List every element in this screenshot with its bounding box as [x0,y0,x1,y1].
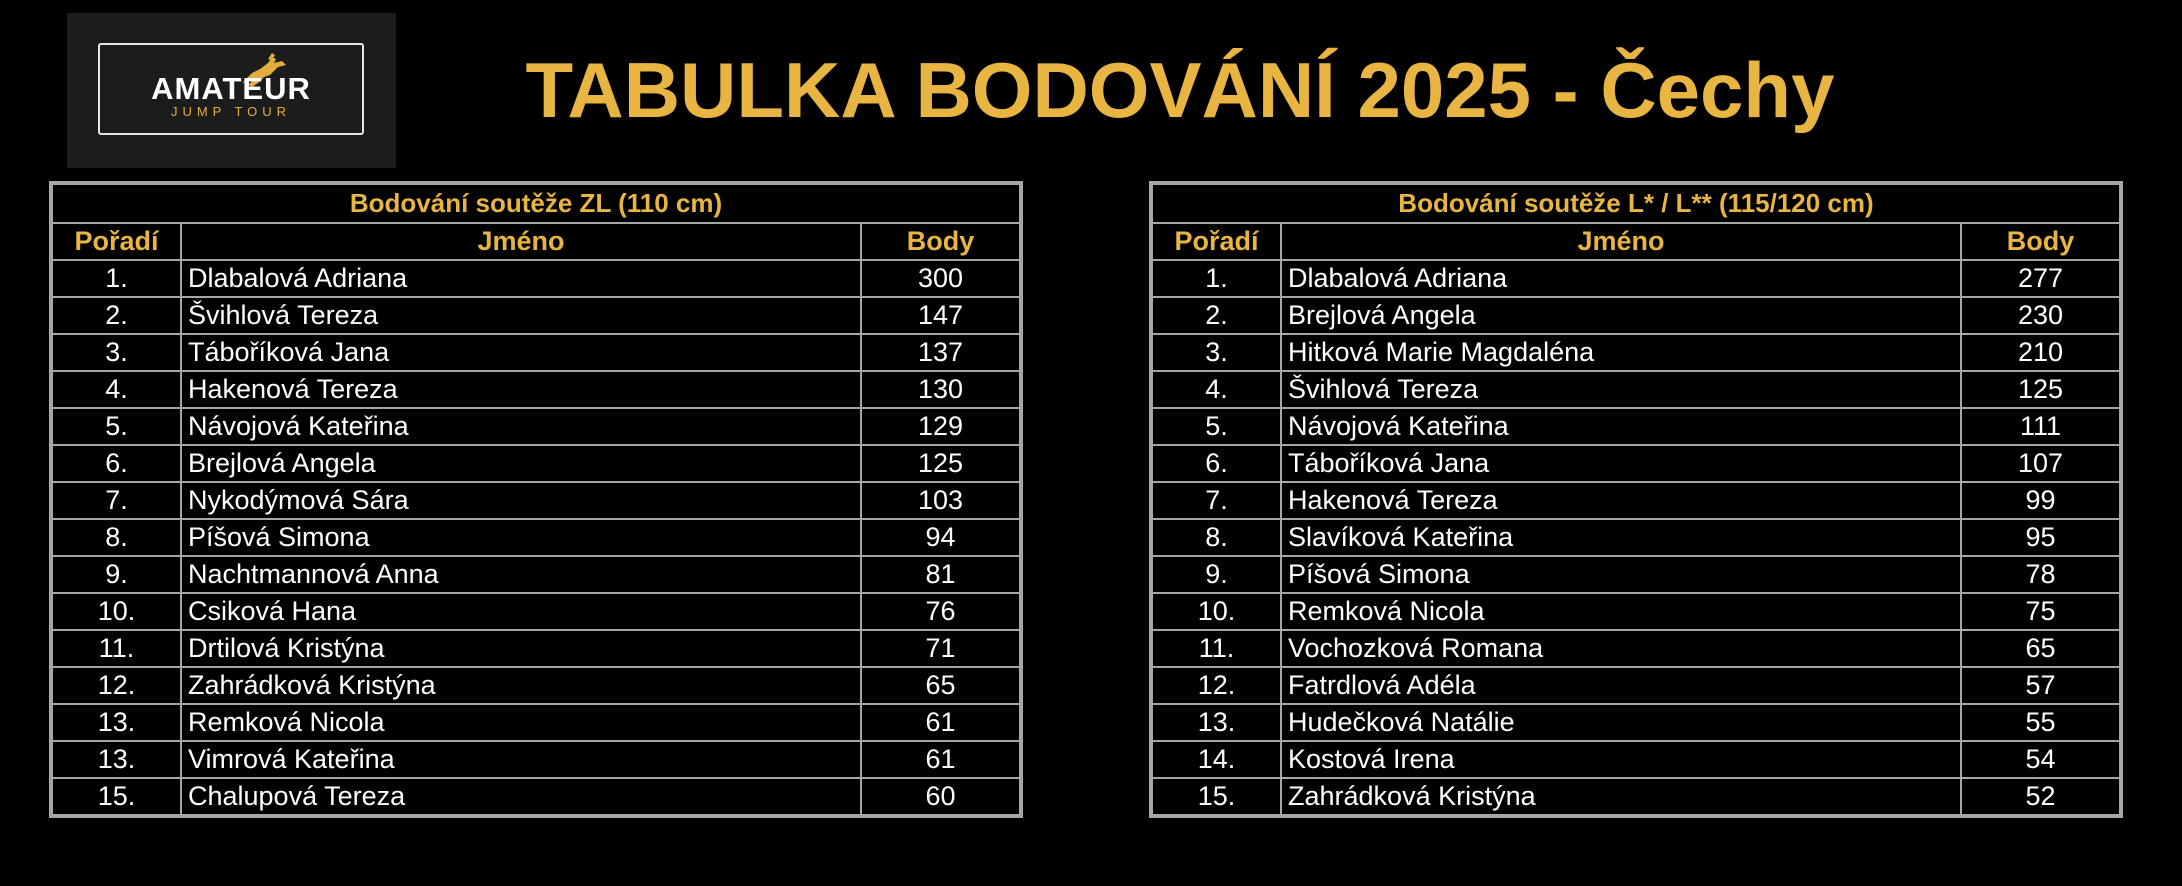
points-cell: 78 [1961,556,2121,593]
table-title: Bodování soutěže L* / L** (115/120 cm) [1151,183,2121,223]
rank-cell: 5. [1151,408,1281,445]
points-cell: 107 [1961,445,2121,482]
rank-cell: 1. [51,260,181,297]
name-cell: Dlabalová Adriana [181,260,861,297]
column-header-name: Jméno [181,223,861,260]
table-row [1151,297,2121,334]
table-row [1151,556,2121,593]
points-cell: 54 [1961,741,2121,778]
points-cell: 52 [1961,778,2121,816]
rank-cell: 10. [1151,593,1281,630]
table-row [51,630,1021,667]
points-cell: 137 [861,334,1021,371]
points-cell: 147 [861,297,1021,334]
rank-cell: 4. [51,371,181,408]
table-body [51,260,1021,816]
name-cell: Fatrdlová Adéla [1281,667,1961,704]
column-header-rank: Pořadí [51,223,181,260]
table-row [1151,667,2121,704]
name-cell: Píšová Simona [181,519,861,556]
rank-cell: 9. [51,556,181,593]
standings-table-l [1149,181,2123,818]
points-cell: 125 [861,445,1021,482]
name-cell: Zahrádková Kristýna [181,667,861,704]
points-cell: 99 [1961,482,2121,519]
table-row [1151,408,2121,445]
rank-cell: 9. [1151,556,1281,593]
name-cell: Návojová Kateřina [1281,408,1961,445]
points-cell: 130 [861,371,1021,408]
name-cell: Slavíková Kateřina [1281,519,1961,556]
name-cell: Táboříková Jana [181,334,861,371]
name-cell: Nachtmannová Anna [181,556,861,593]
rank-cell: 1. [1151,260,1281,297]
points-cell: 230 [1961,297,2121,334]
table-body [1151,260,2121,816]
page-title: TABULKA BODOVÁNÍ 2025 - Čechy [525,46,1835,134]
name-cell: Chalupová Tereza [181,778,861,816]
rank-cell: 13. [51,704,181,741]
points-cell: 55 [1961,704,2121,741]
name-cell: Hitková Marie Magdaléna [1281,334,1961,371]
rank-cell: 3. [1151,334,1281,371]
rank-cell: 13. [51,741,181,778]
rank-cell: 3. [51,334,181,371]
logo [67,13,396,168]
table-row [1151,593,2121,630]
rank-cell: 4. [1151,371,1281,408]
points-cell: 300 [861,260,1021,297]
points-cell: 57 [1961,667,2121,704]
rank-cell: 15. [1151,778,1281,816]
name-cell: Hakenová Tereza [181,371,861,408]
column-header-points: Body [1961,223,2121,260]
points-cell: 60 [861,778,1021,816]
points-cell: 81 [861,556,1021,593]
name-cell: Remková Nicola [1281,593,1961,630]
rank-cell: 6. [51,445,181,482]
points-cell: 75 [1961,593,2121,630]
rank-cell: 10. [51,593,181,630]
table-row [1151,482,2121,519]
column-header-rank: Pořadí [1151,223,1281,260]
points-cell: 111 [1961,408,2121,445]
standings-table-zl [49,181,1023,818]
name-cell: Švihlová Tereza [1281,371,1961,408]
points-cell: 103 [861,482,1021,519]
table-row [51,297,1021,334]
table-row [51,408,1021,445]
name-cell: Kostová Irena [1281,741,1961,778]
table-row [1151,445,2121,482]
table-row [51,778,1021,816]
rank-cell: 5. [51,408,181,445]
table-row [1151,260,2121,297]
table-row [51,667,1021,704]
name-cell: Brejlová Angela [1281,297,1961,334]
table-row [1151,334,2121,371]
name-cell: Dlabalová Adriana [1281,260,1961,297]
table-row [51,704,1021,741]
table-row [1151,519,2121,556]
table-row [51,741,1021,778]
rank-cell: 15. [51,778,181,816]
column-header-points: Body [861,223,1021,260]
rank-cell: 11. [1151,630,1281,667]
table-row [51,556,1021,593]
name-cell: Hakenová Tereza [1281,482,1961,519]
table-row [51,482,1021,519]
table-row [51,445,1021,482]
rank-cell: 13. [1151,704,1281,741]
points-cell: 277 [1961,260,2121,297]
points-cell: 125 [1961,371,2121,408]
rank-cell: 12. [1151,667,1281,704]
points-cell: 94 [861,519,1021,556]
table-title: Bodování soutěže ZL (110 cm) [51,183,1021,223]
rank-cell: 2. [1151,297,1281,334]
name-cell: Táboříková Jana [1281,445,1961,482]
points-cell: 61 [861,704,1021,741]
points-cell: 95 [1961,519,2121,556]
name-cell: Vimrová Kateřina [181,741,861,778]
rank-cell: 8. [51,519,181,556]
points-cell: 65 [861,667,1021,704]
logo-subtitle: JUMP TOUR [170,104,292,119]
rank-cell: 12. [51,667,181,704]
name-cell: Návojová Kateřina [181,408,861,445]
points-cell: 71 [861,630,1021,667]
table-row [51,519,1021,556]
name-cell: Zahrádková Kristýna [1281,778,1961,816]
name-cell: Píšová Simona [1281,556,1961,593]
points-cell: 129 [861,408,1021,445]
table-row [1151,630,2121,667]
rank-cell: 6. [1151,445,1281,482]
name-cell: Vochozková Romana [1281,630,1961,667]
points-cell: 76 [861,593,1021,630]
rank-cell: 14. [1151,741,1281,778]
name-cell: Remková Nicola [181,704,861,741]
rank-cell: 8. [1151,519,1281,556]
rank-cell: 7. [51,482,181,519]
name-cell: Švihlová Tereza [181,297,861,334]
table-row [51,593,1021,630]
table-row [1151,741,2121,778]
logo-wordmark: AMATEUR [151,71,311,106]
points-cell: 65 [1961,630,2121,667]
table-row [1151,704,2121,741]
column-header-name: Jméno [1281,223,1961,260]
name-cell: Drtilová Kristýna [181,630,861,667]
logo-frame [98,43,364,135]
name-cell: Csiková Hana [181,593,861,630]
name-cell: Brejlová Angela [181,445,861,482]
rank-cell: 2. [51,297,181,334]
table-row [51,260,1021,297]
points-cell: 210 [1961,334,2121,371]
table-row [51,334,1021,371]
table-row [1151,778,2121,816]
table-row [51,371,1021,408]
rank-cell: 7. [1151,482,1281,519]
rank-cell: 11. [51,630,181,667]
name-cell: Nykodýmová Sára [181,482,861,519]
points-cell: 61 [861,741,1021,778]
name-cell: Hudečková Natálie [1281,704,1961,741]
table-row [1151,371,2121,408]
